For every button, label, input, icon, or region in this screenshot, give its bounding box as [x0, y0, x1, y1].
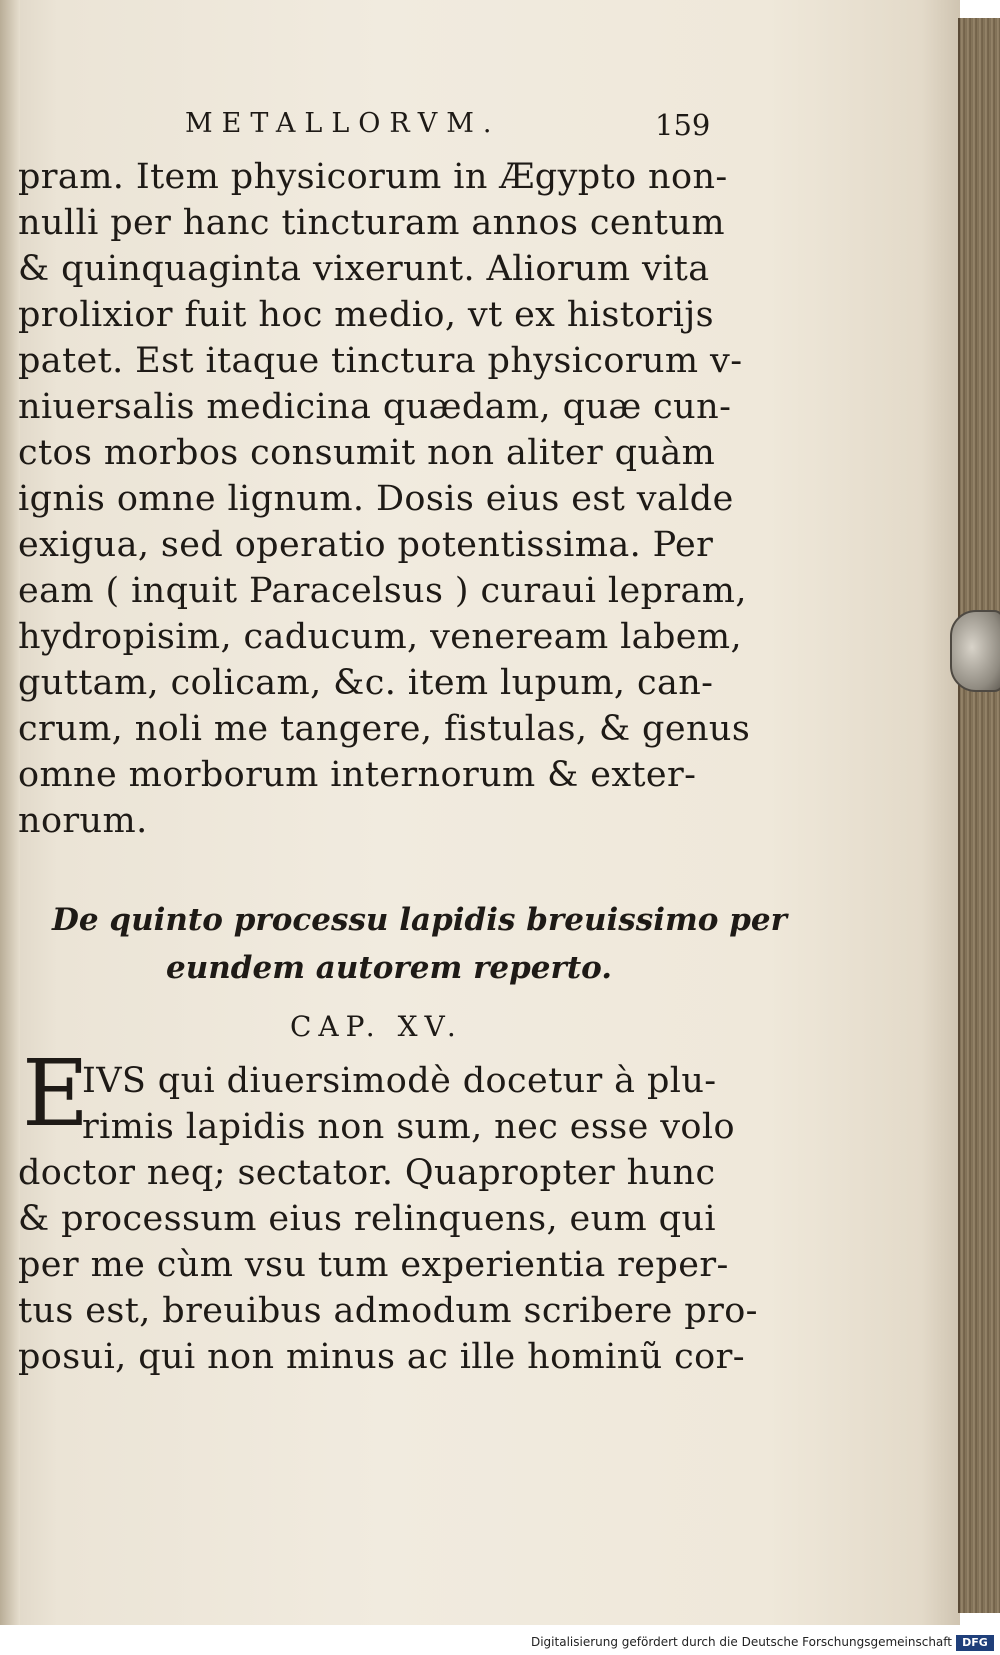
section-heading-line: eundem autorem reperto. — [166, 950, 613, 986]
running-head: METALLORVM. — [185, 108, 501, 139]
body-line: pram. Item physicorum in Ægypto non- — [18, 157, 728, 197]
body-line: tus est, breuibus admodum scribere pro- — [18, 1291, 758, 1331]
body-line: crum, noli me tangere, fistulas, & genus — [18, 709, 751, 749]
body-line: prolixior fuit hoc medio, vt ex historijs — [18, 295, 715, 335]
body-line: IVS qui diuersimodè docetur à plu- — [82, 1061, 717, 1101]
section-heading-line: De quinto processu lapidis breuissimo per — [52, 902, 787, 938]
body-line: ignis omne lignum. Dosis eius est valde — [18, 479, 734, 519]
digitization-credit: Digitalisierung gefördert durch die Deutsche Forschungsgemeinschaft — [530, 1635, 952, 1649]
body-line: nulli per hanc tincturam annos centum — [18, 203, 725, 243]
body-line: doctor neq; sectator. Quapropter hunc — [18, 1153, 716, 1193]
body-line: patet. Est itaque tinctura physicorum v- — [18, 341, 743, 381]
body-line: & processum eius relinquens, eum qui — [18, 1199, 717, 1239]
body-line: guttam, colicam, &c. item lupum, can- — [18, 663, 714, 703]
dfg-logo: DFG — [956, 1635, 994, 1651]
body-line: exigua, sed operatio potentissima. Per — [18, 525, 714, 565]
drop-cap-initial: E — [22, 1040, 90, 1147]
body-line: ctos morbos consumit non aliter quàm — [18, 433, 716, 473]
body-line: eam ( inquit Paracelsus ) curaui lepram, — [18, 571, 747, 611]
body-line: rimis lapidis non sum, nec esse volo — [82, 1107, 735, 1147]
body-line: niuersalis medicina quædam, quæ cun- — [18, 387, 732, 427]
gutter-shadow — [0, 0, 20, 1625]
page-header — [150, 108, 720, 146]
body-line: norum. — [18, 801, 148, 841]
chapter-number: CAP. XV. — [290, 1010, 463, 1043]
body-line: per me cùm vsu tum experientia reper- — [18, 1245, 729, 1285]
body-line: omne morborum internorum & exter- — [18, 755, 697, 795]
page-number: 159 — [655, 108, 711, 142]
body-line: posui, qui non minus ac ille hominũ cor- — [18, 1337, 745, 1377]
body-line: & quinquaginta vixerunt. Aliorum vita — [18, 249, 710, 289]
body-line: hydropisim, caducum, veneream labem, — [18, 617, 742, 657]
book-clasp — [950, 610, 1000, 692]
book-page-edges — [958, 18, 1000, 1613]
